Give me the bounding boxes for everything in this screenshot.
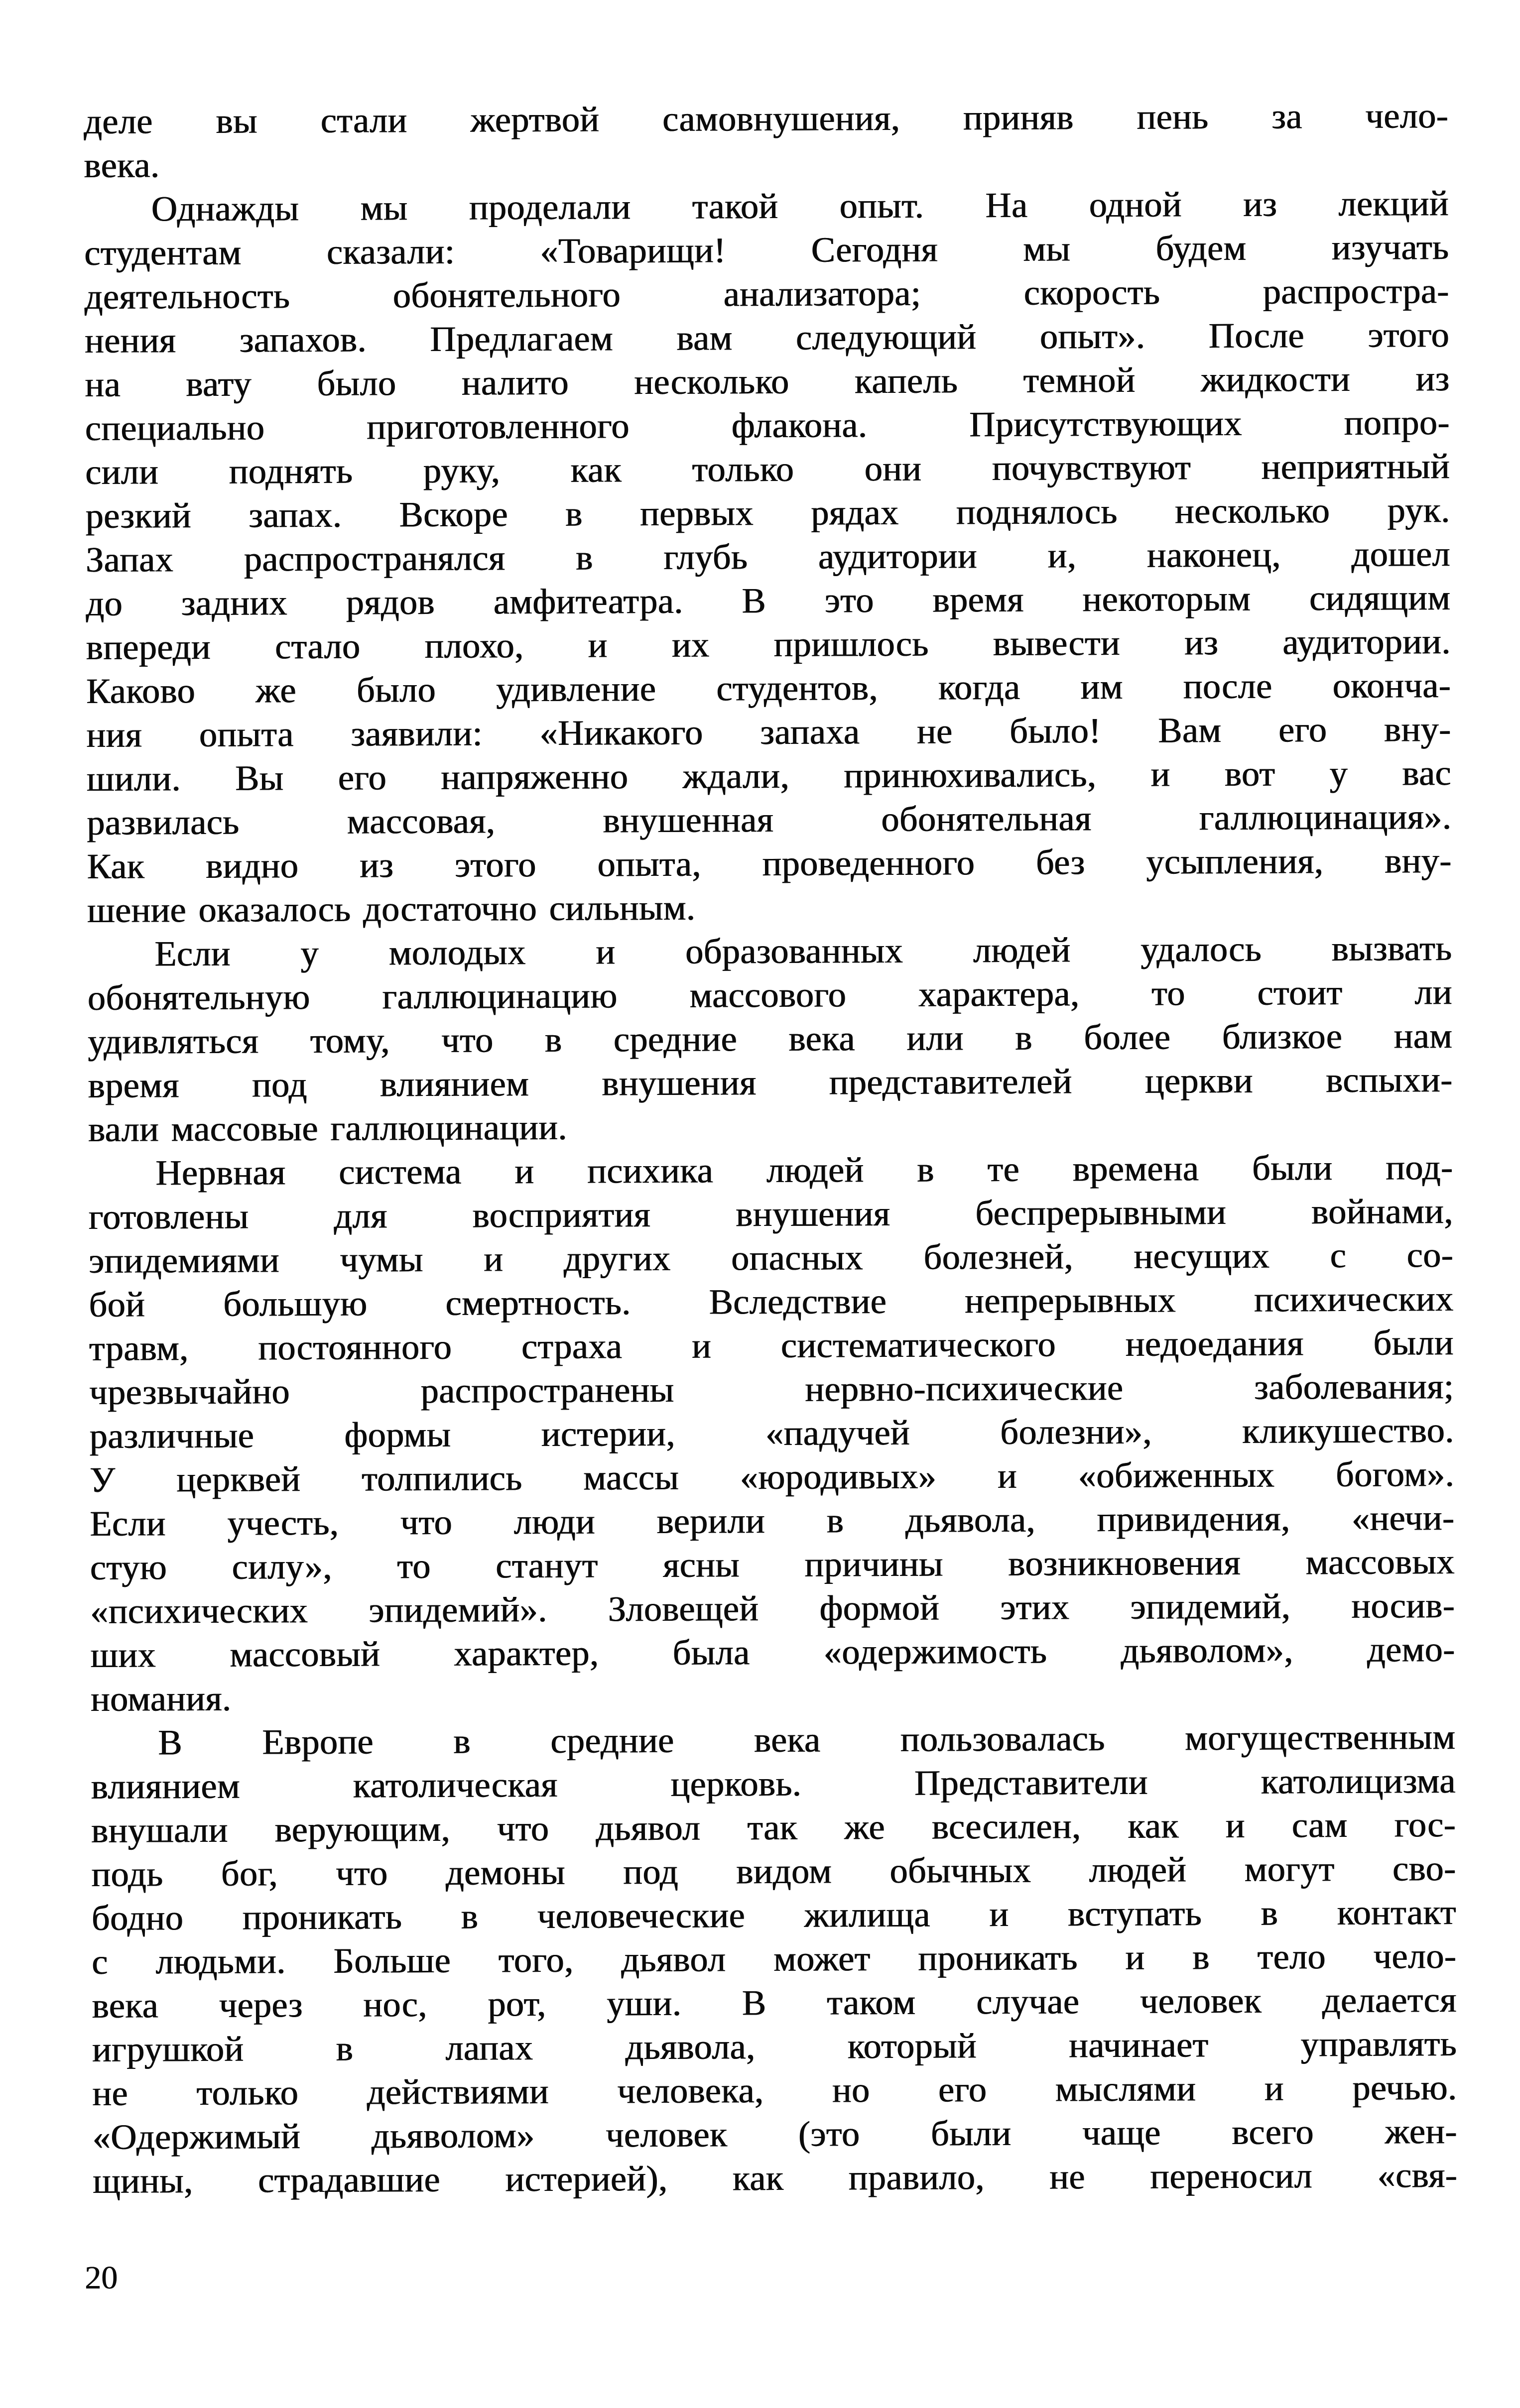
text-line: вали массовые галлюцинации. [88, 1107, 567, 1149]
text-line: игрушкой в лапах дьявола, который начинает управлять [92, 2024, 1457, 2069]
text-line: готовлены для восприятия внушения беспрерывными войнами, [88, 1191, 1453, 1237]
text-line: ния опыта заявили: «Никакого запаха не было! Вам его вну- [86, 709, 1451, 755]
text-line: В Европе в средние века пользовалась могущественным [158, 1717, 1456, 1763]
text-line: время под влиянием внушения представителей церкви вспыхи- [88, 1060, 1453, 1105]
text-line: Запах распространялся в глубь аудитории и, наконец, дошел [85, 534, 1451, 580]
text-line: подь бог, что демоны под видом обычных людей могут сво- [91, 1848, 1456, 1894]
text-line: Если у молодых и образованных людей удалось вызвать [154, 928, 1452, 974]
text-line: различные формы истерии, «падучей болезни», кликушество. [89, 1410, 1454, 1456]
text-line: шили. Вы его напряженно ждали, принюхивались, и вот у вас [86, 753, 1452, 799]
text-line: удивляться тому, что в средние века или в более близкое нам [88, 1016, 1453, 1062]
text-line: эпидемиями чумы и других опасных болезней, несущих с со- [89, 1235, 1454, 1281]
text-line: травм, постоянного страха и систематического недоедания были [89, 1323, 1454, 1368]
text-line: впереди стало плохо, и их пришлось вывести из аудитории. [86, 621, 1451, 667]
text-line: щины, страдавшие истерией), как правило, не переносил «свя- [93, 2155, 1458, 2201]
text-line: чрезвычайно распространены нервно-психические заболевания; [89, 1366, 1454, 1412]
text-line: номания. [90, 1678, 232, 1719]
text-line: специально приготовленного флакона. Присутствующих попро- [85, 402, 1450, 448]
text-line: бодно проникать в человеческие жилища и вступать в контакт [91, 1892, 1457, 1938]
text-line: с людьми. Больше того, дьявол может проникать и в тело чело- [92, 1936, 1457, 1982]
text-line: деятельность обонятельного анализатора; скорость распростра- [84, 271, 1449, 317]
text-line: сили поднять руку, как только они почувствуют неприятный [85, 446, 1450, 492]
text-line: Нервная система и психика людей в те времена были под- [155, 1147, 1453, 1193]
text-line: Если учесть, что люди верили в дьявола, привидения, «нечи- [90, 1498, 1455, 1544]
text-line: до задних рядов амфитеатра. В это время некоторым сидящим [86, 578, 1451, 623]
text-line: века через нос, рот, уши. В таком случае человек делается [92, 1980, 1457, 2026]
text-line: Однажды мы проделали такой опыт. На одной из лекций [151, 183, 1449, 229]
text-line: нения запахов. Предлагаем вам следующий опыт». После этого [84, 315, 1450, 361]
text-line: Каково же было удивление студентов, когда им после оконча- [86, 665, 1451, 711]
text-line: деле вы стали жертвой самовнушения, приняв пень за чело- [84, 96, 1449, 141]
text-line: века. [84, 145, 160, 185]
text-line: шение оказалось достаточно сильным. [87, 887, 696, 930]
text-line: резкий запах. Вскоре в первых рядах поднялось несколько рук. [85, 490, 1450, 536]
text-line: «психических эпидемий». Зловещей формой этих эпидемий, носив- [90, 1585, 1455, 1631]
text-line: бой большую смертность. Вследствие непрерывных психических [89, 1279, 1454, 1324]
text-line: влиянием католическая церковь. Представители католицизма [91, 1761, 1456, 1806]
text-line: студентам сказали: «Товарищи! Сегодня мы будем изучать [84, 227, 1449, 273]
text-line: не только действиями человека, но его мыслями и речью. [92, 2067, 1457, 2113]
text-line: стую силу», то станут ясны причины возникновения массовых [90, 1542, 1455, 1587]
text-line: внушали верующим, что дьявол так же всесилен, как и сам гос- [91, 1805, 1456, 1850]
text-block [84, 94, 1457, 2203]
text-line: обонятельную галлюцинацию массового характера, то стоит ли [87, 972, 1453, 1018]
text-line: на вату было налито несколько капель темной жидкости из [85, 359, 1450, 404]
text-line: Как видно из этого опыта, проведенного без усыпления, вну- [87, 841, 1452, 886]
page-number: 20 [85, 2260, 118, 2296]
text-line: ших массовый характер, была «одержимость дьяволом», демо- [90, 1629, 1455, 1675]
text-line: У церквей толпились массы «юродивых» и «обиженных богом». [89, 1454, 1455, 1500]
text-line: «Одержимый дьяволом» человек (это были чаще всего жен- [92, 2111, 1458, 2157]
text-line: развилась массовая, внушенная обонятельная галлюцинация». [87, 797, 1452, 843]
